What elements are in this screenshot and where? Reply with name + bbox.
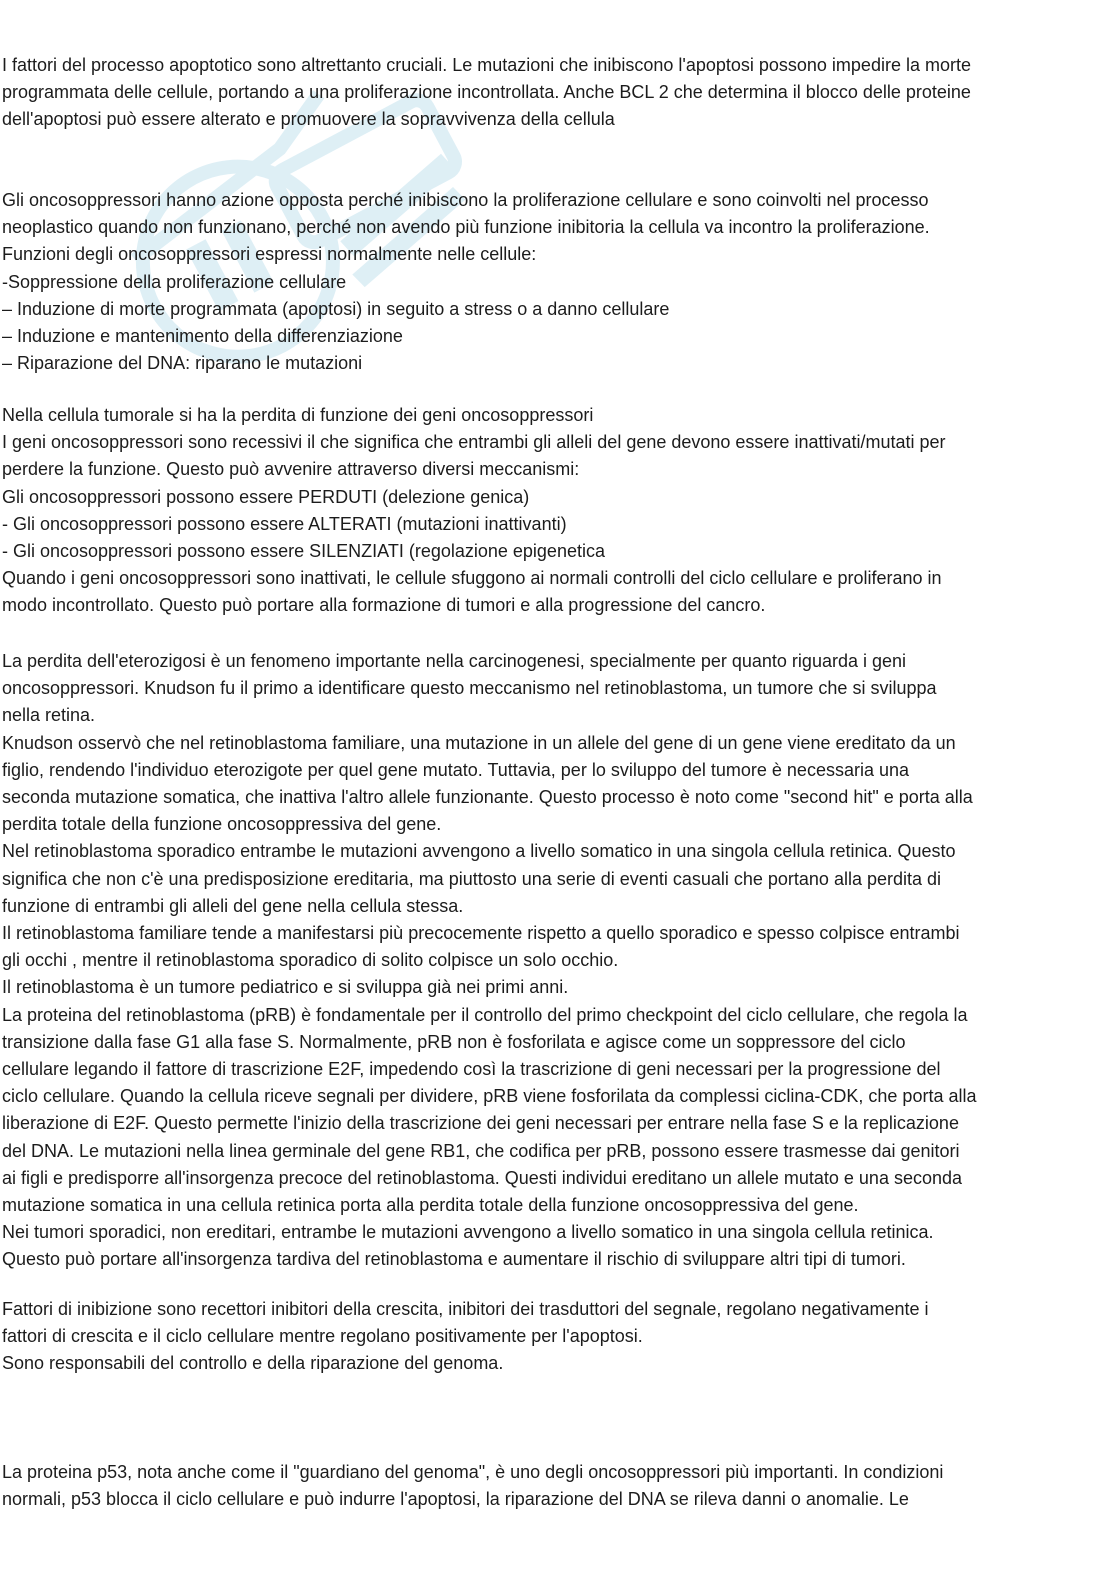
text-line: programmata delle cellule, portando a una proliferazione incontrollata. Anche BCL 2 che determina il blocco delle proteine <box>2 82 971 103</box>
text-line: – Induzione e mantenimento della differenziazione <box>2 326 403 346</box>
text-line: La perdita dell'eterozigosi è un fenomeno importante nella carcinogenesi, specialmente per quanto riguarda i geni <box>2 651 907 671</box>
text-line: Nei tumori sporadici, non ereditari, entrambe le mutazioni avvengono a livello somatico in una singola cellula retinica. <box>2 1222 934 1243</box>
text-line: del DNA. Le mutazioni nella linea germinale del gene RB1, che codifica per pRB, possono essere trasmesse dai genitori <box>2 1140 960 1161</box>
text-line: mutazione somatica in una cellula retinica porta alla perdita totale della funzione oncosoppressiva del gene. <box>2 1195 859 1215</box>
text-line: perdere la funzione. Questo può avvenire attraverso diversi meccanismi: <box>2 459 580 480</box>
text-line: Gli oncosoppressori possono essere PERDUTI (delezione genica) <box>2 486 530 507</box>
text-line: fattori di crescita e il ciclo cellulare mentre regolano positivamente per l'apoptosi. <box>2 1326 643 1347</box>
text-line: - Gli oncosoppressori possono essere SILENZIATI (regolazione epigenetica <box>2 541 605 561</box>
text-line: liberazione di E2F. Questo permette l'inizio della trascrizione dei geni necessari per entrare nella fase S e la replicazione <box>2 1113 959 1134</box>
text-line: Nel retinoblastoma sporadico entrambe le mutazioni avvengono a livello somatico in una singola cellula retinica. Questo <box>2 841 956 862</box>
text-line: – Induzione di morte programmata (apoptosi) in seguito a stress o a danno cellulare <box>2 298 670 319</box>
text-line: oncosoppressori. Knudson fu il primo a identificare questo meccanismo nel retinoblastoma, un tumore che si sviluppa <box>2 678 937 699</box>
text-line: Il retinoblastoma è un tumore pediatrico e si sviluppa già nei primi anni. <box>2 977 569 998</box>
text-line: – Riparazione del DNA: riparano le mutazioni <box>2 353 363 374</box>
text-line: Questo può portare all'insorgenza tardiva del retinoblastoma e aumentare il rischio di sviluppare altri tipi di tumori. <box>2 1249 906 1270</box>
text-line: neoplastico quando non funzionano, perché non avendo più funzione inibitoria la cellula va incontro la proliferazione. <box>2 217 930 238</box>
text-line: ai figli e predisporre all'insorgenza precoce del retinoblastoma. Questi individui ereditano un allele mutato e una seconda <box>2 1167 963 1188</box>
text-line: seconda mutazione somatica, che inattiva l'altro allele funzionante. Questo processo è noto come "second hit" e porta alla <box>2 787 973 807</box>
text-line: Fattori di inibizione sono recettori inibitori della crescita, inibitori dei trasduttori del segnale, regolano negativamente i <box>2 1299 929 1319</box>
text-line: transizione dalla fase G1 alla fase S. Normalmente, pRB non è fosforilata e agisce come un soppressore del ciclo <box>2 1031 906 1052</box>
text-line: perdita totale della funzione oncosoppressiva del gene. <box>2 814 442 835</box>
text-line: I fattori del processo apoptotico sono altrettanto cruciali. Le mutazioni che inibiscono l'apoptosi possono impedire la morte <box>2 55 971 75</box>
text-line: Quando i geni oncosoppressori sono inattivati, le cellule sfuggono ai normali controlli del ciclo cellulare e proliferano in <box>2 568 942 589</box>
text-line: gli occhi , mentre il retinoblastoma sporadico di solito colpisce un solo occhio. <box>2 950 619 971</box>
text-line: - Gli oncosoppressori possono essere ALTERATI (mutazioni inattivanti) <box>2 513 567 534</box>
text-line: ciclo cellulare. Quando la cellula riceve segnali per dividere, pRB viene fosforilata da complessi ciclina-CDK, che porta alla <box>2 1086 977 1107</box>
text-line: Funzioni degli oncosoppressori espressi normalmente nelle cellule: <box>2 244 537 265</box>
text-line: La proteina p53, nota anche come il "guardiano del genoma", è uno degli oncosoppressori più importanti. In condizioni <box>2 1462 944 1482</box>
text-line: dell'apoptosi può essere alterato e promuovere la sopravvivenza della cellula <box>2 109 615 130</box>
text-line: I geni oncosoppressori sono recessivi il che significa che entrambi gli alleli del gene devono essere inattivati/mutati per <box>2 432 946 453</box>
text-line: significa che non c'è una predisposizione ereditaria, ma piuttosto una serie di eventi casuali che portano alla perdita di <box>2 868 942 889</box>
text-line: Il retinoblastoma familiare tende a manifestarsi più precocemente rispetto a quello sporadico e spesso colpisce entrambi <box>2 923 960 943</box>
text-line: funzione di entrambi gli alleli del gene nella cellula stessa. <box>2 895 464 916</box>
text-line: Sono responsabili del controllo e della riparazione del genoma. <box>2 1353 504 1374</box>
text-line: La proteina del retinoblastoma (pRB) è fondamentale per il controllo del primo checkpoint del ciclo cellulare, che regola la <box>2 1004 968 1025</box>
text-line: nella retina. <box>2 705 96 726</box>
text-line: Nella cellula tumorale si ha la perdita di funzione dei geni oncosoppressori <box>2 405 594 425</box>
text-line: Gli oncosoppressori hanno azione opposta perché inibiscono la proliferazione cellulare e sono coinvolti nel processo <box>2 190 929 210</box>
text-line: cellulare legando il fattore di trascrizione E2F, impedendo così la trascrizione di geni necessari per la progressione del <box>2 1059 941 1079</box>
text-line: -Soppressione della proliferazione cellulare <box>2 271 347 292</box>
text-line: Knudson osservò che nel retinoblastoma familiare, una mutazione in un allele del gene di un gene viene ereditato da un <box>2 732 956 753</box>
text-line: figlio, rendendo l'individuo eterozigote per quel gene mutato. Tuttavia, per lo sviluppo del tumore è necessaria una <box>2 759 910 780</box>
text-line: modo incontrollato. Questo può portare alla formazione di tumori e alla progressione del cancro. <box>2 595 766 616</box>
text-line: normali, p53 blocca il ciclo cellulare e può indurre l'apoptosi, la riparazione del DNA se rileva danni o anomalie. Le <box>2 1489 909 1510</box>
